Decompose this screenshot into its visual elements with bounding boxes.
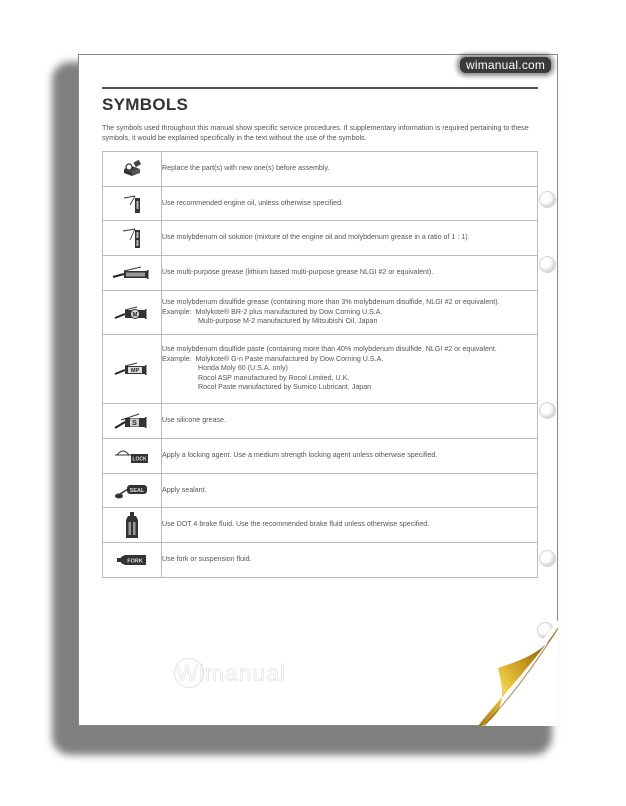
- table-row: [103, 543, 538, 578]
- symbol-description: Use molybdenum disulfide paste (containing more than 40% molybdenum disulfide, NLGI #2 or equivalent.: [162, 345, 497, 354]
- brake-fluid-icon: [103, 511, 161, 539]
- moly-grease-icon: [103, 305, 161, 321]
- icon-cell: [103, 543, 162, 578]
- icon-cell: [103, 256, 162, 291]
- symbol-description: Apply a locking agent. Use a medium strength locking agent unless otherwise specified.: [162, 439, 538, 474]
- icon-cell: [103, 508, 162, 543]
- symbol-description-block: [162, 335, 538, 404]
- icon-cell: [103, 187, 162, 221]
- binder-hole: [539, 550, 556, 567]
- svg-text:MP: MP: [130, 368, 140, 374]
- example-line: [162, 355, 537, 364]
- icon-cell: [103, 221, 162, 256]
- icon-cell: [103, 291, 162, 335]
- symbol-description: Use fork or suspension fluid.: [162, 543, 538, 578]
- table-row: [103, 508, 538, 543]
- binder-hole: [539, 191, 556, 208]
- example-item: Molykote® G-n Paste manufactured by Dow Corning U.S.A.: [195, 354, 384, 363]
- symbol-description: Use molybdenum oil solution (mixture of the engine oil and molybdenum grease in a ratio of 1 : 1).: [162, 221, 538, 256]
- icon-cell: [103, 404, 162, 439]
- symbol-description: Use silicone grease.: [162, 404, 538, 439]
- fork-fluid-icon: [103, 554, 161, 566]
- table-row: [103, 291, 538, 335]
- page-curl-icon: [478, 620, 558, 726]
- table-row: [103, 152, 538, 187]
- icon-cell: [103, 152, 162, 187]
- intro-paragraph: The symbols used throughout this manual show specific service procedures. If supplementary information is required pertaining to these symbols, it would be explained specifically in the text without the use of the symbols.: [102, 124, 529, 142]
- symbol-description: Use DOT 4 brake fluid. Use the recommended brake fluid unless otherwise specified.: [162, 508, 538, 543]
- example-label: Example:: [162, 354, 192, 363]
- section-rule: [102, 87, 538, 89]
- example-item: Rocol ASP manufactured by Rocol Limited, U.K.: [198, 373, 350, 382]
- binder-hole: [539, 402, 556, 419]
- icon-cell: [103, 474, 162, 508]
- svg-text:M: M: [132, 312, 138, 318]
- table-row: [103, 221, 538, 256]
- symbol-description: Use recommended engine oil, unless otherwise specified.: [162, 187, 538, 221]
- example-item: Molykote® BR-2 plus manufactured by Dow Corning U.S.A.: [195, 307, 383, 316]
- grease-icon: [103, 266, 161, 280]
- symbol-description: Use multi-purpose grease (lithium based multi-purpose grease NLGI #2 or equivalent).: [162, 256, 538, 291]
- table-row: [103, 404, 538, 439]
- icon-cell: [103, 439, 162, 474]
- table-row: [103, 187, 538, 221]
- table-row: [103, 256, 538, 291]
- icon-cell: [103, 335, 162, 404]
- example-item: Rocol Paste manufactured by Sumico Lubricant, Japan: [198, 383, 372, 392]
- table-row: [103, 335, 538, 404]
- watermark-logo: Wimanual: [176, 660, 287, 686]
- locking-agent-icon: [103, 448, 161, 464]
- symbol-description: Replace the part(s) with new one(s) before assembly.: [162, 152, 538, 187]
- example-item: Multi-purpose M-2 manufactured by Mitsubishi Oil, Japan: [198, 317, 378, 326]
- moly-oil-icon: [103, 226, 161, 250]
- silicone-grease-icon: [103, 412, 161, 430]
- symbols-table: [102, 151, 538, 578]
- page-title: SYMBOLS: [102, 95, 189, 114]
- example-label: Example:: [162, 307, 192, 316]
- symbol-description: Apply sealant.: [162, 474, 538, 508]
- binder-hole: [539, 256, 556, 273]
- site-watermark-badge: wimanual.com: [460, 57, 551, 73]
- table-row: [103, 474, 538, 508]
- engine-oil-icon: [103, 193, 161, 215]
- table-row: [103, 439, 538, 474]
- example-item: Honda Moly 60 (U.S.A. only): [198, 364, 288, 373]
- symbol-description-block: [162, 291, 538, 335]
- moly-paste-icon: [103, 361, 161, 377]
- sealant-icon: [103, 482, 161, 500]
- svg-text:SEAL: SEAL: [129, 487, 145, 494]
- symbol-description: Use molybdenum disulfide grease (containing more than 3% molybdenum disulfide, NLGI #2 or equivalent).: [162, 298, 500, 307]
- example-line: [162, 308, 537, 317]
- svg-text:LOCK: LOCK: [132, 456, 147, 463]
- replace-parts-icon: [103, 160, 161, 178]
- svg-text:FORK: FORK: [127, 558, 143, 565]
- svg-text:S: S: [132, 420, 137, 427]
